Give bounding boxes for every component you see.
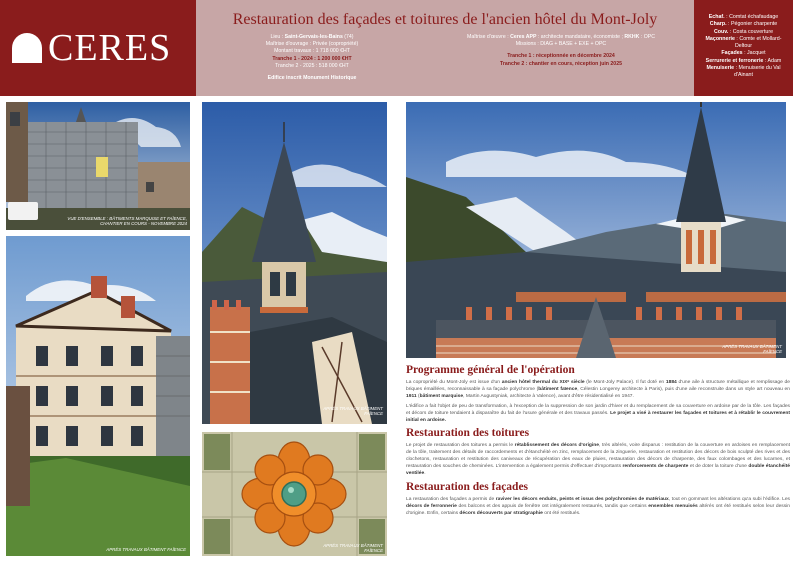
owner-line: Maîtrise d'ouvrage : Privée (copropriété): [265, 41, 359, 48]
text-run: ont été restitués.: [542, 510, 581, 516]
companies-list: [694, 0, 793, 96]
company-label: Menuiserie: [706, 65, 735, 72]
company-label: Maçonnerie: [705, 35, 735, 42]
text-run: altérés ont été restitués selon leur dessin d'origine. Enfin, certains: [406, 503, 790, 516]
company-item: [697, 65, 790, 80]
company-value: : Jacquet: [742, 50, 766, 57]
text-run: , très altérés, voire disparus : restitution de la couverture en ardoises en remplacement de la tôle, traitement des détails de raccordements et d'étanchéité en zinc, remplacement de la zinguerie, restauration et restitution des décors de bois sculpté des rives et des clochetons, restauration et restitution des caniveaux de récupération des eaux de pluies, restauration des décors de charpente, des faux colombages et des lucarnes, et restauration des souches de cheminées. L'intervention a également permis d'effectuer d'importants: [406, 443, 790, 470]
text-bold: 1884: [665, 380, 677, 385]
company-label: Serrurerie et ferronerie: [705, 57, 764, 64]
company-value: : Comte et Mollard-Deltour: [734, 35, 782, 50]
text-run: d'une aile à structure métallique et remplissage de briques émaillées, reconnaissable à sa façade polychrome (: [406, 380, 791, 392]
text-bold: double étanchéité ventilée: [406, 464, 791, 477]
text-bold: ancien hôtel thermal du XIXᵉ siècle: [501, 380, 585, 385]
company-value: : Adam: [763, 57, 782, 64]
text-bold: décors découverts par stratigraphie: [459, 510, 543, 516]
architect-suffix: : OPC: [639, 34, 655, 40]
company-item: [697, 21, 790, 28]
text-bold: raviver les décors enduits, peints et issus des polychromies de matériaux: [495, 496, 669, 502]
text-bold: bâtiment marquise: [419, 393, 464, 399]
tranche1-budget: Tranche 1 - 2024 : 1 200 000 €HT: [272, 55, 352, 62]
location-value: Saint-Gervais-les-Bains: [284, 34, 343, 40]
text-run: Le projet de restauration des toitures a permis le: [406, 443, 515, 449]
architect-rkhk: RKHK: [624, 34, 640, 40]
facades-paragraph: [406, 497, 790, 518]
text-bold: Le projet a visé à restaurer les façades et toitures et à rétablir le couvrement initial en ardoise.: [406, 410, 790, 423]
architect-prefix: Maîtrise d'œuvre :: [467, 34, 511, 40]
text-run: La copropriété du Mont-Joly est issue d'un: [406, 380, 502, 385]
tranche1-status: Tranche 1 : réceptionnée en décembre 2024: [507, 53, 615, 60]
architect-mid: : architecte mandataire, économiste ;: [536, 34, 625, 40]
tranche2-budget: Tranche 2 - 2025 : 518 000 €HT: [275, 62, 349, 69]
text-bold: 1911: [406, 393, 417, 399]
photo-ceramic-rosette: [202, 432, 387, 556]
photo-tower-mountains: [202, 102, 387, 424]
company-item: [697, 14, 790, 21]
text-bold: ensembles menuisés: [648, 503, 698, 509]
text-run: .: [424, 471, 426, 477]
photo-scaffold-overview: [6, 102, 190, 230]
toitures-paragraph: [406, 443, 790, 478]
section-title-toitures: Restauration des toitures: [406, 427, 530, 440]
project-info-right: [436, 34, 686, 68]
text-run: et de doter la toiture d'une: [688, 464, 749, 470]
company-label: Echaf.: [708, 14, 725, 20]
photo-caption: APRÈS TRAVAUX BÂTIMENT FAÏENCE: [106, 546, 186, 552]
text-run: L'édifice a fait l'objet de peu de transformation, à l'exception de la suppression de son jardin d'hiver et du remplacement de sa couverture en ardoise par de la tôle. Les façades et décors de toiture tendaient à disparaître du fait de l'usure générale et des travaux passés.: [406, 403, 790, 416]
company-value: : Comtat échafaudage: [724, 14, 779, 20]
project-info-left: [202, 34, 422, 82]
company-label: Façades: [721, 50, 743, 57]
photo-faience-building: [6, 236, 190, 556]
header-info-panel: [196, 0, 694, 96]
missions-line: Missions : DIAG + BASE + EXE + OPC: [515, 41, 607, 48]
programme-paragraph-2: [406, 404, 790, 425]
photo-caption: APRÈS TRAVAUX BÂTIMENT FAÏENCE: [323, 542, 383, 553]
location-line: [202, 34, 422, 41]
text-run: des balcons et des appuis de fenêtre ont intégralement restaurés, tandis que certains: [456, 503, 649, 509]
company-value: : Pégonier charpente: [726, 21, 778, 28]
budget-line: Montant travaux : 1 718 000 €HT: [274, 48, 350, 55]
text-bold: décors de ferronnerie: [406, 503, 457, 509]
logo: [0, 0, 196, 96]
text-run: (: [416, 393, 420, 399]
company-item: [697, 36, 790, 51]
heritage-status: Edifice inscrit Monument Historique: [267, 75, 357, 82]
section-title-facades: Restauration des façades: [406, 480, 529, 493]
text-run: La restauration des façades a permis de: [406, 496, 496, 502]
photo-caption: APRÈS TRAVAUX BÂTIMENT FAÏENCE: [722, 343, 782, 354]
text-bold: renforcements de charpente: [622, 464, 689, 470]
text-run: , tout en gommant les altérations qu'a subi l'édifice. Les: [668, 496, 790, 502]
company-label: Charp.: [709, 21, 727, 28]
section-title-programme: Programme général de l'opération: [406, 364, 575, 376]
tranche2-status: Tranche 2 : chantier en cours, réception juin 2025: [500, 60, 622, 67]
logo-text: CERES: [48, 27, 172, 69]
location-suffix: (74): [342, 34, 354, 40]
text-run: , Martin Augustyniak, architecte à Valence), avant d'être résidentialisé en 1947.: [463, 393, 634, 399]
architect-ceres: Ceres APP: [510, 34, 537, 40]
company-label: Couv.: [713, 28, 729, 35]
text-bold: rétablissement des décors d'origine: [514, 443, 599, 449]
programme-paragraph-1: [406, 380, 790, 401]
page-title: Restauration des façades et toitures de l'ancien hôtel du Mont-Joly: [232, 11, 658, 28]
company-value: : Costa couverture: [728, 28, 774, 35]
architect-line: [436, 34, 686, 41]
location-label: Lieu :: [270, 34, 285, 40]
company-item: [697, 29, 790, 36]
text-run: (le Mont-Joly Palace). Il fut doté en: [584, 380, 666, 385]
logo-arch-icon: [12, 33, 42, 63]
photo-rooftop-panorama: [406, 102, 786, 358]
photo-caption: APRÈS TRAVAUX BÂTIMENT FAÏENCE: [323, 406, 383, 417]
text-bold: bâtiment faïence: [538, 386, 578, 392]
text-column: [406, 364, 790, 558]
text-run: , Célestin Longerey architecte à Paris), puis d'une aile reconstruite dans un style art nouveau en: [577, 386, 790, 392]
company-value: : Menuiserie du Val d'Ainant: [734, 65, 781, 79]
company-item: [697, 58, 790, 65]
company-item: [697, 50, 790, 57]
photo-caption: VUE D'ENSEMBLE : BÂTIMENTS MARQUISE ET FAÏENCE, CHANTIER EN COURS - NOVEMBRE 2024: [67, 215, 187, 226]
header-band: [0, 0, 793, 96]
